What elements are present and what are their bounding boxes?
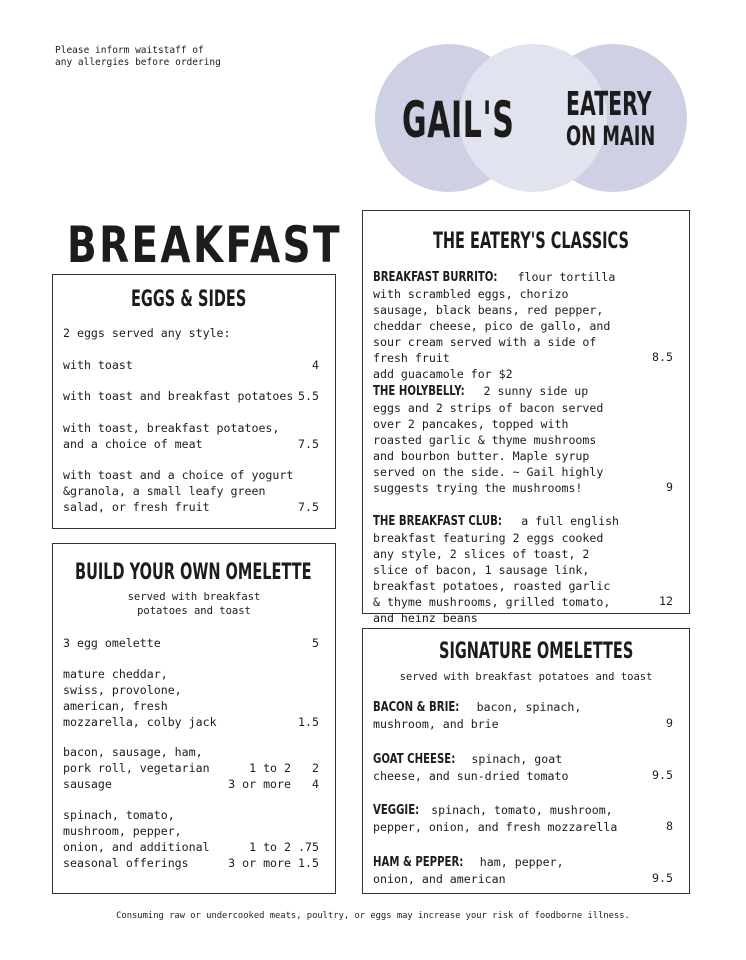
item-description: with toast, breakfast potatoes, and a choice of meat [63,421,280,451]
eggs-sides-title: EGGS & SIDES [131,287,247,312]
item-description: 3 egg omelette [63,636,161,650]
item-name: HAM & PEPPER: [373,855,464,870]
logo [375,44,687,192]
signature-item [373,802,623,835]
item-price: 5 [312,636,319,650]
menu-item [63,420,319,452]
menu-item [63,807,319,871]
build-omelette-subtitle: served with breakfast potatoes and toast [127,591,261,617]
item-name: BREAKFAST BURRITO: [373,270,498,285]
item-price: 9.5 [652,871,673,885]
signature-item [373,699,608,732]
logo-name: GAIL'S [402,91,515,149]
qty-tier: 1 to 2 [249,761,291,775]
item-price: 8.5 [652,350,673,364]
qty-tier: 1 to 2 [249,840,291,854]
build-omelette-box [52,543,336,894]
item-description: 2 sunny side up eggs and 2 strips of bacon served over 2 pancakes, topped with roasted garlic & thyme mushrooms and bourbon butter. Maple syrup served on the side. ~ Gail highly suggests trying the mushrooms! [373,384,604,495]
eggs-intro: 2 eggs served any style: [63,326,231,340]
item-price: 8 [666,819,673,833]
allergy-notice: Please inform waitstaff of any allergies before ordering [55,45,221,68]
item-price: 9.5 [652,768,673,782]
menu-item [63,744,319,792]
menu-item [63,357,319,373]
item-addon: add guacamole for $2 [373,367,513,381]
item-name: THE HOLYBELLY: [373,384,465,399]
classic-item [373,383,623,496]
item-description: a full english breakfast featuring 2 eggs cooked any style, 2 slices of toast, 2 slice of bacon, 1 sausage link, breakfast potatoes, roasted garlic & thyme mushrooms, grilled tomato, and heinz beans [373,514,620,625]
item-name: GOAT CHEESE: [373,752,456,767]
item-description: spinach, tomato, mushroom, pepper, onion, and additional seasonal offerings [63,808,210,870]
classics-title: THE EATERY'S CLASSICS [433,229,629,254]
item-price: 4 [312,777,319,791]
item-description: ham, pepper, onion, and american [373,855,564,886]
eggs-sides-box [52,274,336,529]
item-name: BACON & BRIE: [373,700,460,715]
item-description: with toast and breakfast potatoes [63,389,294,403]
signature-subtitle: served with breakfast potatoes and toast [399,671,653,683]
item-description: spinach, tomato, mushroom, pepper, onion, and fresh mozzarella [373,803,618,834]
logo-line1: EATERY [566,84,652,123]
menu-item [63,635,319,651]
classic-item [373,269,623,382]
item-price: .75 [298,840,319,854]
item-description: with toast and a choice of yogurt &granola, a small leafy green salad, or fresh fruit [63,468,294,514]
qty-tier: 3 or more [228,856,291,870]
item-description: flour tortilla with scrambled eggs, chorizo sausage, black beans, red pepper, cheddar cheese, pico de gallo, and sour cream served with a side of fresh fruit [373,270,616,365]
item-price: 1.5 [298,856,319,870]
item-price: 7.5 [298,437,319,451]
item-price: 7.5 [298,500,319,514]
item-price: 12 [659,594,673,608]
signature-title: SIGNATURE OMELETTES [439,639,634,664]
item-price: 5.5 [298,389,319,403]
item-price: 4 [312,358,319,372]
build-omelette-title: BUILD YOUR OWN OMELETTE [75,560,312,585]
page-title: BREAKFAST [67,216,342,274]
item-price: 2 [312,761,319,775]
item-name: THE BREAKFAST CLUB: [373,514,502,529]
item-description: with toast [63,358,133,372]
classic-item [373,513,623,626]
item-description: bacon, sausage, ham, pork roll, vegetarian sausage [63,745,210,791]
classics-box [362,210,690,625]
item-description: spinach, goat cheese, and sun-dried tomato [373,752,569,783]
item-name: VEGGIE: [373,803,420,818]
item-price: 9 [666,716,673,730]
signature-box [362,628,690,894]
footer-disclaimer: Consuming raw or undercooked meats, poultry, or eggs may increase your risk of foodborne illness. [116,911,630,921]
item-description: bacon, spinach, mushroom, and brie [373,700,582,731]
item-description: mature cheddar, swiss, provolone, american, fresh mozzarella, colby jack [63,667,217,729]
menu-item [63,666,319,730]
item-price: 9 [666,480,673,494]
item-price: 1.5 [298,715,319,729]
signature-item [373,751,608,784]
signature-item [373,854,608,887]
menu-item [63,467,319,515]
qty-tier: 3 or more [228,777,291,791]
logo-line2: ON MAIN [566,121,656,152]
menu-item [63,388,319,404]
